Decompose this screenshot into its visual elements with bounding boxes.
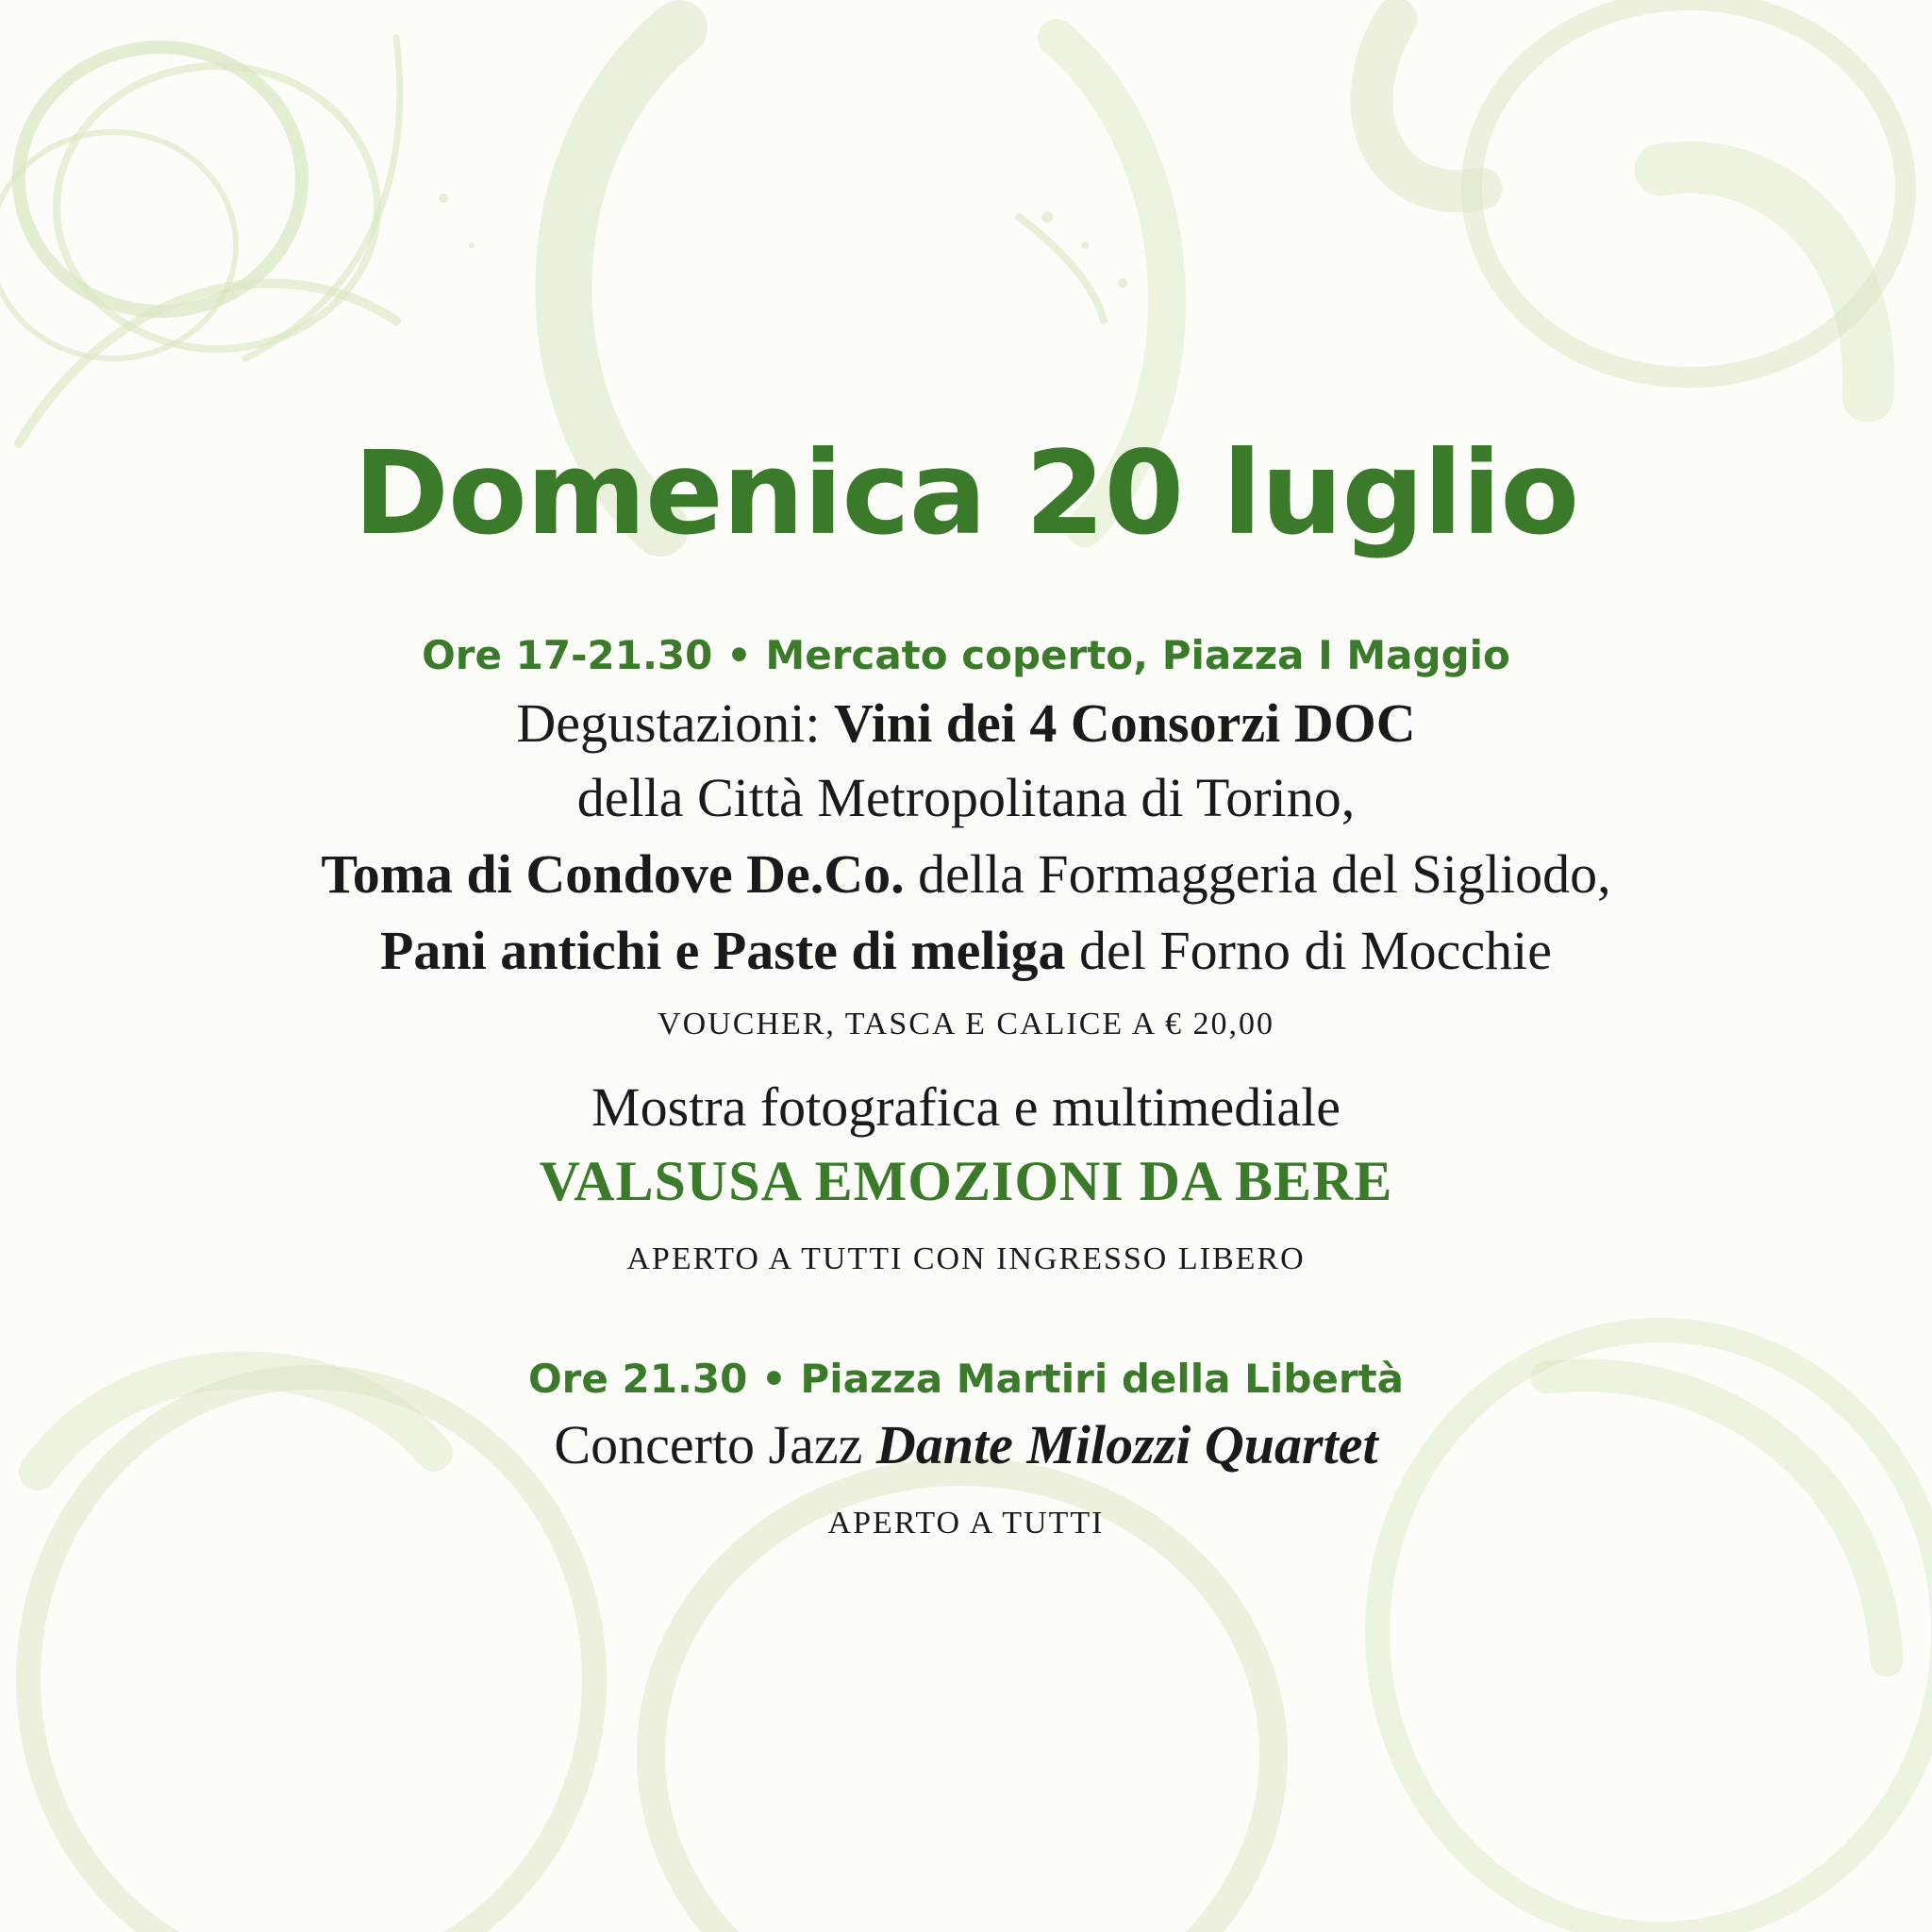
- exhibit-title: VALSUSA EMOZIONI DA BERE: [539, 1150, 1393, 1212]
- exhibit-access: APERTO A TUTTI CON INGRESSO LIBERO: [626, 1241, 1306, 1276]
- concert-prefix: Concerto Jazz: [554, 1414, 876, 1475]
- bread-rest: del Forno di Mocchie: [1065, 920, 1553, 981]
- event1-tasting-line-2: della Città Metropolitana di Torino,: [576, 767, 1356, 828]
- tasting-highlight: Vini dei 4 Consorzi DOC: [834, 692, 1416, 754]
- cheese-highlight: Toma di Condove De.Co.: [321, 843, 905, 905]
- event-date-headline: Domenica 20 luglio: [353, 426, 1579, 560]
- concert-band: Dante Milozzi Quartet: [875, 1414, 1378, 1475]
- event1-tasting-line: [0, 691, 1932, 755]
- event2-access: APERTO A TUTTI: [827, 1506, 1105, 1541]
- event1-bread-line: [0, 919, 1932, 982]
- cheese-rest: della Formaggeria del Sigliodo,: [904, 843, 1611, 905]
- voucher-price: VOUCHER, TASCA E CALICE A € 20,00: [658, 1007, 1274, 1041]
- event1-time-place: Ore 17-21.30 • Mercato coperto, Piazza I Maggio: [422, 632, 1510, 678]
- tasting-prefix: Degustazioni:: [516, 692, 835, 754]
- event1-cheese-line: [0, 842, 1932, 906]
- bread-highlight: Pani antichi e Paste di meliga: [379, 920, 1066, 981]
- exhibit-intro: Mostra fotografica e multimediale: [591, 1076, 1341, 1138]
- event2-time-place: Ore 21.30 • Piazza Martiri della Libertà: [527, 1356, 1405, 1402]
- event2-concert-line: [0, 1413, 1932, 1476]
